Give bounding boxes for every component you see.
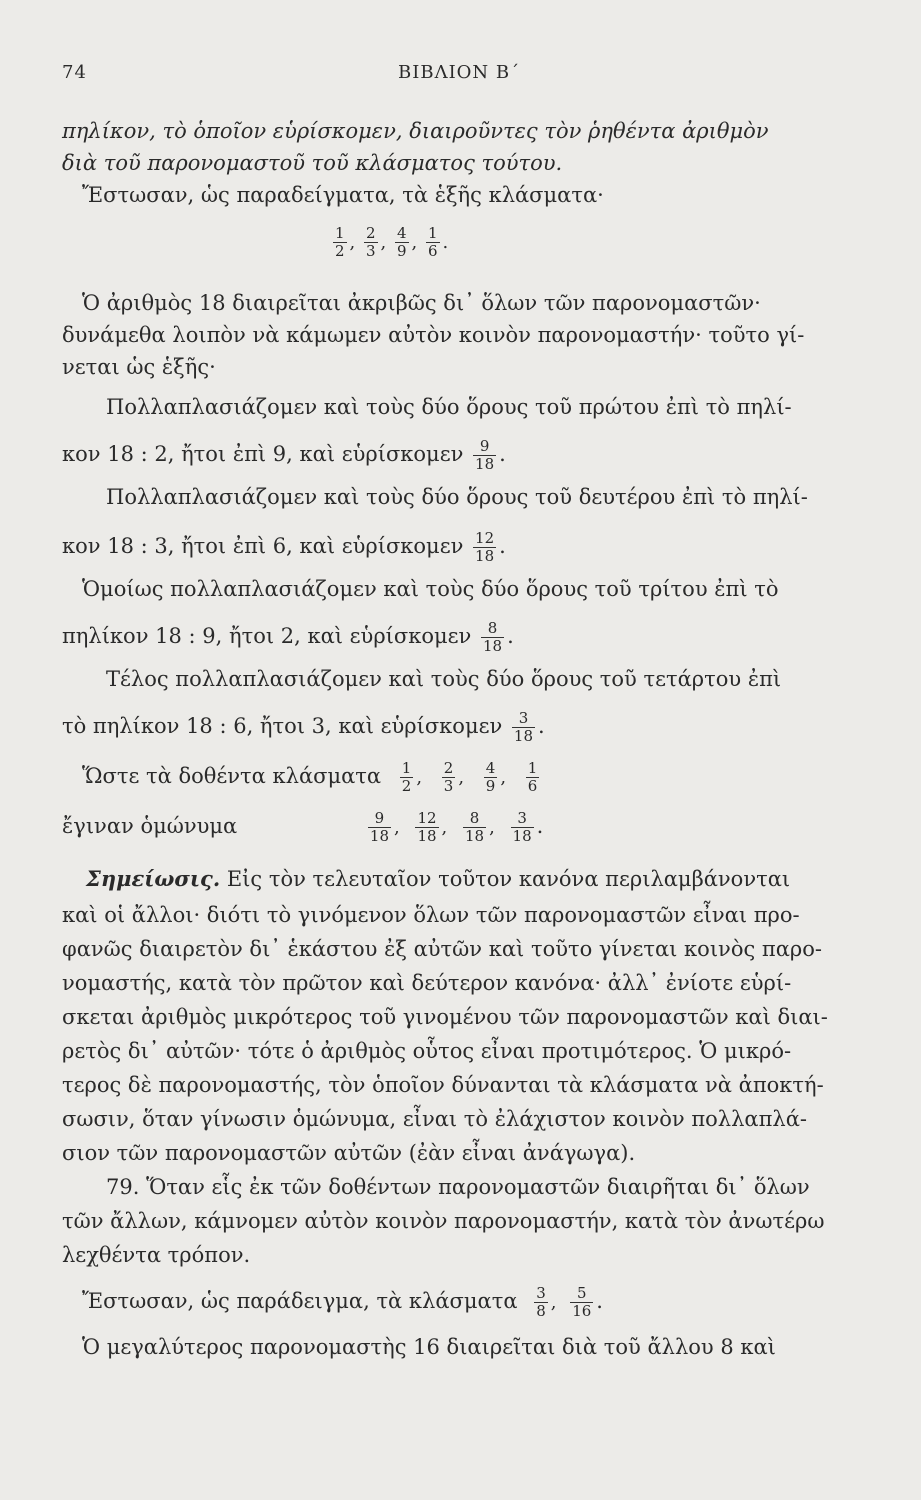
fraction: $\frac{9}{18}$ [475,437,495,473]
text-line-11: κον 18 : 3, ἤτοι ἐπὶ 6, καὶ εὑρίσκομεν $\frac{12}{18}$ . [62,529,506,565]
text-line-30: Ἔστωσαν, ὡς παράδειγμα, τὰ κλάσματα $\frac{3}{8}$ , $\frac{5}{16}$ . [82,1284,603,1320]
text-line-13: πηλίκον 18 : 9, ἤτοι 2, καὶ εὑρίσκομεν $\frac{8}{18}$ . [62,619,514,655]
text-line-18: Σημείωσις. Εἰς τὸν τελευταῖον τοῦτον κανόνα περιλαμβάνονται [86,866,791,891]
text-line-15: τὸ πηλίκον 18 : 6, ἤτοι 3, καὶ εὑρίσκομεν $\frac{3}{18}$ . [62,709,545,745]
text-line-29: λεχθέντα τρόπον. [62,1243,251,1267]
text-line-20: φανῶς διαιρετὸν δι᾽ ἑκάστου ἐξ αὐτῶν καὶ τοῦτο γίνεται κοινὸς παρο- [62,937,822,961]
text-line-21: νομαστής, κατὰ τὸν πρῶτον καὶ δεύτερον κανόνα· ἀλλ᾽ ἐνίοτε εὑρί- [62,971,792,995]
fraction: $\frac{2}{3}$ [443,759,454,795]
fraction: $\frac{1}{6}$ [527,759,538,795]
fraction: $\frac{1}{2}$ [401,759,412,795]
text-line-2: διὰ τοῦ παρονομαστοῦ τοῦ κλάσματος τούτου. [62,151,563,175]
text-line-27: 79. Ὅταν εἷς ἐκ τῶν δοθέντων παρονομαστῶν διαιρῆται δι᾽ ὅλων [106,1175,810,1199]
example-fractions: $\frac{1}{2}$ , $\frac{2}{3}$ , $\frac{4}{9}$ , $\frac{1}{6}$ . [335,224,449,260]
text-line-10: Πολλαπλασιάζομεν καὶ τοὺς δύο ὅρους τοῦ δευτέρου ἐπὶ τὸ πηλί- [106,485,808,509]
text-line-3: Ἔστωσαν, ὡς παραδείγματα, τὰ ἑξῆς κλάσματα· [82,183,604,207]
text-line-5: Ὁ ἀριθμὸς 18 διαιρεῖται ἀκριβῶς δι᾽ ὅλων τῶν παρονομαστῶν· [82,291,761,315]
text-line-22: σκεται ἀριθμὸς μικρότερος τοῦ γινομένου τῶν παρονομαστῶν καὶ διαι- [62,1005,828,1029]
fraction: $\frac{1}{6}$ [428,224,438,260]
fraction: $\frac{3}{18}$ [512,809,532,845]
fraction: $\frac{8}{18}$ [465,809,485,845]
fraction: $\frac{1}{2}$ [335,224,345,260]
text-line-1: πηλίκον, τὸ ὁποῖον εὑρίσκομεν, διαιροῦντες τὸν ῥηθέντα ἀριθμὸν [62,119,769,143]
text-line-24: τερος δὲ παρονομαστής, τὸν ὁποῖον δύνανται τὰ κλάσματα νὰ ἀποκτή- [62,1073,824,1097]
text-line-16: Ὥστε τὰ δοθέντα κλάσματα $\frac{1}{2}$ , $\frac{2}{3}$ , $\frac{4}{9}$ , $\frac{1}{6}$ [82,759,538,795]
text-line-12: Ὁμοίως πολλαπλασιάζομεν καὶ τοὺς δύο ὅρους τοῦ τρίτου ἐπὶ τὸ [82,577,779,601]
fraction: $\frac{12}{18}$ [417,809,437,845]
fraction: $\frac{9}{18}$ [369,809,389,845]
text-line-17: ἔγιναν ὁμώνυμα $\frac{9}{18}$ , $\frac{12}{18}$ , $\frac{8}{18}$ , $\frac{3}{18}$ . [62,809,544,845]
running-title: ΒΙΒΛΙΟΝ Β΄ [398,62,521,83]
fraction: $\frac{2}{3}$ [366,224,376,260]
fraction: $\frac{4}{9}$ [397,224,407,260]
fraction: $\frac{3}{8}$ [536,1284,546,1320]
text-line-28: τῶν ἄλλων, κάμνομεν αὐτὸν κοινὸν παρονομαστήν, κατὰ τὸν ἀνωτέρω [62,1209,825,1233]
page-number: 74 [62,62,87,83]
fraction: $\frac{3}{18}$ [513,709,534,745]
text-line-26: σιον τῶν παρονομαστῶν αὐτῶν (ἐὰν εἶναι ἀνάγωγα). [62,1141,636,1165]
text-line-23: ρετὸς δι᾽ αὐτῶν· τότε ὁ ἀριθμὸς οὗτος εἶναι προτιμότερος. Ὁ μικρό- [62,1039,792,1063]
text-line-19: καὶ οἱ ἄλλοι· διότι τὸ γινόμενον ὅλων τῶν παρονομαστῶν εἶναι προ- [62,903,800,927]
fraction: $\frac{5}{16}$ [572,1284,592,1320]
text-line-25: σωσιν, ὅταν γίνωσιν ὁμώνυμα, εἶναι τὸ ἐλάχιστον κοινὸν πολλαπλά- [62,1107,807,1131]
text-line-9: κον 18 : 2, ἤτοι ἐπὶ 9, καὶ εὑρίσκομεν $\frac{9}{18}$ . [62,437,506,473]
text-line-14: Τέλος πολλαπλασιάζομεν καὶ τοὺς δύο ὅρους τοῦ τετάρτου ἐπὶ [106,667,782,691]
fraction: $\frac{12}{18}$ [475,529,495,565]
text-line-7: νεται ὡς ἑξῆς· [62,355,216,379]
fraction: $\frac{4}{9}$ [485,759,496,795]
text-line-6: δυνάμεθα λοιπὸν νὰ κάμωμεν αὐτὸν κοινὸν παρονομαστήν· τοῦτο γί- [62,323,805,347]
fraction: $\frac{8}{18}$ [482,619,503,655]
text-line-31: Ὁ μεγαλύτερος παρονομαστὴς 16 διαιρεῖται διὰ τοῦ ἄλλου 8 καὶ [82,1335,776,1359]
note-label: Σημείωσις. [86,866,221,891]
text-line-8: Πολλαπλασιάζομεν καὶ τοὺς δύο ὅρους τοῦ πρώτου ἐπὶ τὸ πηλί- [106,395,792,419]
